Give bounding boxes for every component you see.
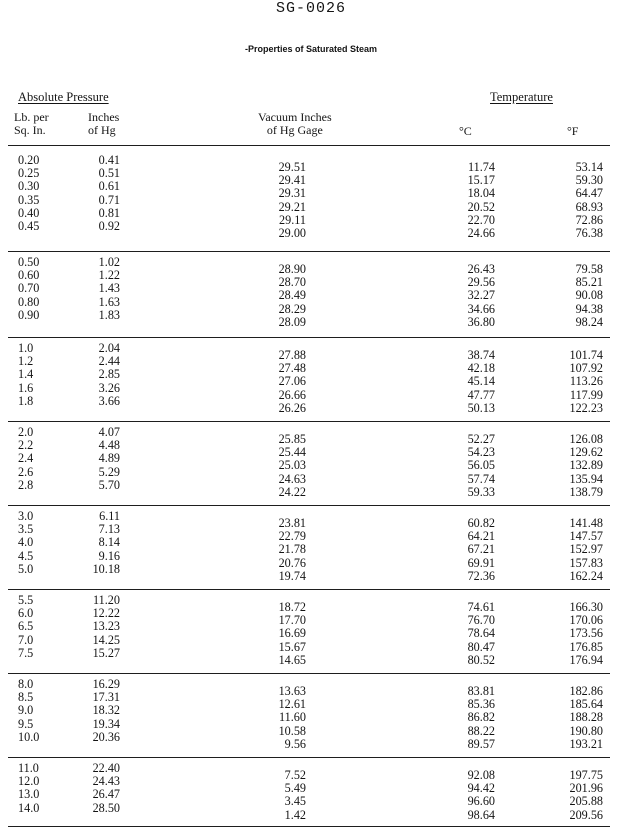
cell-inches-of-hg: 1.43 (98, 281, 120, 296)
cell-temp-c: 56.05 (467, 458, 495, 473)
document-id: SG-0026 (275, 0, 346, 17)
cell-lb-per-sq-in: 1.8 (18, 393, 34, 408)
cell-inches-of-hg: 2.04 (98, 341, 120, 355)
cell-vacuum-inches: 29.41 (278, 173, 306, 188)
cell-temp-f: 117.99 (569, 387, 603, 402)
cell-inches-of-hg: 3.66 (98, 393, 120, 408)
cell-lb-per-sq-in: 0.60 (18, 268, 40, 283)
cell-temp-f: 201.96 (569, 781, 603, 796)
cell-inches-of-hg: 26.47 (92, 787, 120, 802)
cell-temp-f: 193.21 (569, 736, 603, 751)
cell-temp-c: 86.82 (467, 710, 495, 725)
cell-temp-c: 72.36 (467, 568, 495, 583)
cell-lb-per-sq-in: 8.0 (18, 677, 34, 691)
cell-temp-f: 170.06 (569, 613, 603, 628)
cell-inches-of-hg: 1.83 (98, 307, 120, 322)
cell-vacuum-inches: 25.44 (278, 445, 306, 460)
cell-inches-of-hg: 0.81 (98, 205, 120, 220)
cell-temp-c: 20.52 (467, 199, 495, 214)
cell-lb-per-sq-in: 0.70 (18, 281, 40, 296)
cell-temp-f: 185.64 (569, 697, 603, 712)
cell-temp-f: 188.28 (569, 710, 603, 725)
cell-vacuum-inches: 25.03 (278, 458, 306, 473)
cell-inches-of-hg: 0.92 (98, 219, 120, 233)
cell-temp-c: 15.17 (467, 173, 495, 188)
cell-vacuum-inches: 28.29 (278, 301, 306, 316)
fahrenheit-header: °F (567, 124, 579, 138)
cell-vacuum-inches: 18.72 (278, 600, 306, 614)
vacuum-header: Vacuum Inches of Hg Gage (258, 110, 332, 137)
cell-inches-of-hg: 9.16 (98, 548, 120, 563)
cell-temp-c: 47.77 (467, 387, 495, 402)
cell-inches-of-hg: 12.22 (92, 606, 120, 621)
cell-temp-f: 138.79 (569, 484, 603, 499)
cell-temp-c: 24.66 (467, 226, 495, 240)
cell-temp-c: 94.42 (467, 781, 495, 796)
cell-temp-c: 32.27 (467, 288, 495, 303)
cell-lb-per-sq-in: 7.5 (18, 645, 34, 660)
cell-inches-of-hg: 13.23 (92, 619, 120, 634)
celsius-header: °C (459, 124, 472, 138)
cell-temp-f: 209.56 (569, 807, 603, 822)
cell-inches-of-hg: 28.50 (92, 800, 120, 815)
cell-temp-f: 79.58 (575, 262, 603, 276)
cell-temp-f: 85.21 (575, 275, 603, 290)
cell-temp-c: 89.57 (467, 736, 495, 751)
inches-of-hg-header: Inches of Hg (88, 110, 120, 137)
cell-temp-c: 92.08 (467, 768, 495, 782)
cell-temp-c: 80.52 (467, 652, 495, 667)
cell-vacuum-inches: 15.67 (278, 639, 306, 654)
cell-temp-c: 34.66 (467, 301, 495, 316)
cell-temp-c: 57.74 (467, 471, 495, 486)
cell-inches-of-hg: 14.25 (92, 632, 120, 647)
cell-inches-of-hg: 0.71 (98, 192, 120, 207)
cell-temp-f: 147.57 (569, 529, 603, 544)
cell-inches-of-hg: 22.40 (92, 761, 120, 775)
cell-temp-f: 135.94 (569, 471, 603, 486)
cell-temp-f: 107.92 (569, 361, 603, 376)
cell-lb-per-sq-in: 3.5 (18, 522, 34, 537)
cell-vacuum-inches: 27.88 (278, 348, 306, 362)
cell-vacuum-inches: 14.65 (278, 652, 306, 667)
cell-temp-f: 129.62 (569, 445, 603, 460)
cell-temp-f: 152.97 (569, 542, 603, 557)
cell-lb-per-sq-in: 0.30 (18, 179, 40, 194)
cell-lb-per-sq-in: 0.20 (18, 153, 40, 167)
cell-vacuum-inches: 19.74 (278, 568, 306, 583)
cell-temp-f: 68.93 (575, 199, 603, 214)
temperature-header: Temperature (490, 90, 553, 104)
cell-vacuum-inches: 5.49 (284, 781, 306, 796)
cell-temp-c: 18.04 (467, 186, 495, 201)
cell-temp-f: 94.38 (575, 301, 603, 316)
cell-vacuum-inches: 29.00 (278, 226, 306, 240)
cell-temp-c: 52.27 (467, 432, 495, 446)
cell-temp-f: 122.23 (569, 400, 603, 415)
cell-vacuum-inches: 28.70 (278, 275, 306, 290)
group-divider (8, 505, 610, 506)
cell-vacuum-inches: 1.42 (284, 807, 306, 822)
cell-vacuum-inches: 29.11 (279, 212, 306, 227)
cell-inches-of-hg: 0.41 (98, 153, 120, 167)
cell-inches-of-hg: 3.26 (98, 380, 120, 395)
cell-inches-of-hg: 1.02 (98, 255, 120, 269)
cell-inches-of-hg: 5.29 (98, 464, 120, 479)
cell-temp-f: 132.89 (569, 458, 603, 473)
table-title: -Properties of Saturated Steam (244, 44, 378, 54)
cell-temp-f: 90.08 (575, 288, 603, 303)
cell-inches-of-hg: 7.13 (98, 522, 120, 537)
cell-temp-c: 54.23 (467, 445, 495, 460)
cell-inches-of-hg: 4.48 (98, 438, 120, 453)
cell-temp-f: 176.85 (569, 639, 603, 654)
cell-vacuum-inches: 29.31 (278, 186, 306, 201)
cell-lb-per-sq-in: 2.8 (18, 477, 34, 492)
cell-inches-of-hg: 17.31 (92, 690, 120, 705)
cell-lb-per-sq-in: 2.2 (18, 438, 34, 453)
lb-per-sq-in-header: Lb. per Sq. In. (14, 110, 49, 137)
cell-vacuum-inches: 9.56 (284, 736, 306, 751)
cell-inches-of-hg: 2.85 (98, 367, 120, 382)
cell-vacuum-inches: 28.09 (278, 314, 306, 329)
group-divider (8, 757, 610, 758)
cell-lb-per-sq-in: 13.0 (18, 787, 40, 802)
cell-vacuum-inches: 22.79 (278, 529, 306, 544)
cell-inches-of-hg: 10.18 (92, 561, 120, 576)
cell-temp-f: 126.08 (569, 432, 603, 446)
group-divider (8, 589, 610, 590)
group-divider (8, 421, 610, 422)
cell-vacuum-inches: 24.22 (278, 484, 306, 499)
cell-lb-per-sq-in: 7.0 (18, 632, 34, 647)
group-divider (8, 337, 610, 338)
cell-temp-f: 72.86 (575, 212, 603, 227)
cell-temp-c: 85.36 (467, 697, 495, 712)
cell-inches-of-hg: 16.29 (92, 677, 120, 691)
cell-temp-c: 26.43 (467, 262, 495, 276)
cell-lb-per-sq-in: 4.0 (18, 535, 34, 550)
cell-inches-of-hg: 1.63 (98, 294, 120, 309)
cell-temp-f: 101.74 (569, 348, 603, 362)
cell-temp-c: 96.60 (467, 794, 495, 809)
cell-lb-per-sq-in: 5.0 (18, 561, 34, 576)
cell-temp-c: 45.14 (467, 374, 495, 389)
cell-temp-c: 50.13 (467, 400, 495, 415)
cell-inches-of-hg: 8.14 (98, 535, 120, 550)
cell-lb-per-sq-in: 8.5 (18, 690, 34, 705)
cell-temp-f: 59.30 (575, 173, 603, 188)
cell-lb-per-sq-in: 0.90 (18, 307, 40, 322)
cell-lb-per-sq-in: 2.4 (18, 451, 34, 466)
cell-inches-of-hg: 0.51 (98, 166, 120, 181)
cell-vacuum-inches: 23.81 (278, 516, 306, 530)
cell-inches-of-hg: 1.22 (98, 268, 120, 283)
cell-lb-per-sq-in: 9.0 (18, 703, 34, 718)
cell-temp-c: 38.74 (467, 348, 495, 362)
cell-lb-per-sq-in: 3.0 (18, 509, 34, 523)
cell-temp-c: 74.61 (467, 600, 495, 614)
cell-lb-per-sq-in: 2.0 (18, 425, 34, 439)
cell-temp-c: 69.91 (467, 555, 495, 570)
absolute-pressure-header: Absolute Pressure (18, 90, 109, 104)
cell-vacuum-inches: 12.61 (278, 697, 306, 712)
cell-vacuum-inches: 7.52 (284, 768, 306, 782)
cell-temp-f: 173.56 (569, 626, 603, 641)
table-bottom-rule (8, 826, 610, 827)
cell-temp-f: 98.24 (575, 314, 603, 329)
cell-vacuum-inches: 26.26 (278, 400, 306, 415)
cell-temp-f: 64.47 (575, 186, 603, 201)
cell-inches-of-hg: 24.43 (92, 774, 120, 789)
cell-temp-c: 36.80 (467, 314, 495, 329)
cell-lb-per-sq-in: 1.4 (18, 367, 34, 382)
cell-vacuum-inches: 17.70 (278, 613, 306, 628)
cell-temp-f: 141.48 (569, 516, 603, 530)
cell-vacuum-inches: 20.76 (278, 555, 306, 570)
cell-temp-c: 83.81 (467, 684, 495, 698)
cell-temp-c: 11.74 (468, 160, 495, 174)
cell-vacuum-inches: 26.66 (278, 387, 306, 402)
cell-vacuum-inches: 25.85 (278, 432, 306, 446)
cell-lb-per-sq-in: 2.6 (18, 464, 34, 479)
cell-temp-f: 182.86 (569, 684, 603, 698)
cell-temp-f: 162.24 (569, 568, 603, 583)
cell-inches-of-hg: 15.27 (92, 645, 120, 660)
cell-temp-c: 76.70 (467, 613, 495, 628)
cell-lb-per-sq-in: 14.0 (18, 800, 40, 815)
cell-temp-f: 53.14 (575, 160, 603, 174)
cell-vacuum-inches: 27.48 (278, 361, 306, 376)
cell-temp-c: 78.64 (467, 626, 495, 641)
cell-temp-c: 59.33 (467, 484, 495, 499)
cell-temp-c: 42.18 (467, 361, 495, 376)
cell-temp-c: 60.82 (467, 516, 495, 530)
cell-temp-f: 76.38 (575, 226, 603, 240)
cell-lb-per-sq-in: 1.0 (18, 341, 34, 355)
cell-lb-per-sq-in: 5.5 (18, 593, 34, 607)
cell-vacuum-inches: 3.45 (284, 794, 306, 809)
cell-temp-c: 67.21 (467, 542, 495, 557)
cell-lb-per-sq-in: 0.80 (18, 294, 40, 309)
cell-inches-of-hg: 19.34 (92, 716, 120, 731)
cell-lb-per-sq-in: 6.5 (18, 619, 34, 634)
cell-vacuum-inches: 27.06 (278, 374, 306, 389)
cell-lb-per-sq-in: 10.0 (18, 729, 40, 744)
group-divider (8, 251, 610, 252)
cell-lb-per-sq-in: 0.45 (18, 219, 40, 233)
cell-vacuum-inches: 13.63 (278, 684, 306, 698)
cell-temp-f: 176.94 (569, 652, 603, 667)
cell-inches-of-hg: 11.20 (93, 593, 120, 607)
cell-temp-c: 88.22 (467, 723, 495, 738)
cell-vacuum-inches: 28.49 (278, 288, 306, 303)
cell-temp-c: 64.21 (467, 529, 495, 544)
group-divider (8, 673, 610, 674)
cell-inches-of-hg: 18.32 (92, 703, 120, 718)
cell-temp-f: 166.30 (569, 600, 603, 614)
cell-vacuum-inches: 29.21 (278, 199, 306, 214)
cell-lb-per-sq-in: 9.5 (18, 716, 34, 731)
cell-temp-c: 80.47 (467, 639, 495, 654)
cell-lb-per-sq-in: 12.0 (18, 774, 40, 789)
cell-lb-per-sq-in: 4.5 (18, 548, 34, 563)
cell-vacuum-inches: 16.69 (278, 626, 306, 641)
cell-vacuum-inches: 29.51 (278, 160, 306, 174)
cell-inches-of-hg: 20.36 (92, 729, 120, 744)
cell-inches-of-hg: 0.61 (98, 179, 120, 194)
header-rule (8, 145, 610, 146)
cell-lb-per-sq-in: 11.0 (18, 761, 39, 775)
cell-inches-of-hg: 4.07 (98, 425, 120, 439)
cell-inches-of-hg: 5.70 (98, 477, 120, 492)
cell-temp-f: 113.26 (569, 374, 603, 389)
cell-temp-f: 205.88 (569, 794, 603, 809)
cell-lb-per-sq-in: 0.40 (18, 205, 40, 220)
cell-temp-c: 29.56 (467, 275, 495, 290)
cell-temp-f: 157.83 (569, 555, 603, 570)
cell-lb-per-sq-in: 0.50 (18, 255, 40, 269)
cell-vacuum-inches: 11.60 (279, 710, 306, 725)
cell-lb-per-sq-in: 0.25 (18, 166, 40, 181)
cell-lb-per-sq-in: 6.0 (18, 606, 34, 621)
cell-vacuum-inches: 10.58 (278, 723, 306, 738)
cell-vacuum-inches: 21.78 (278, 542, 306, 557)
cell-temp-c: 22.70 (467, 212, 495, 227)
cell-inches-of-hg: 6.11 (99, 509, 120, 523)
cell-lb-per-sq-in: 1.2 (18, 354, 34, 369)
cell-vacuum-inches: 28.90 (278, 262, 306, 276)
cell-vacuum-inches: 24.63 (278, 471, 306, 486)
cell-inches-of-hg: 2.44 (98, 354, 120, 369)
cell-inches-of-hg: 4.89 (98, 451, 120, 466)
cell-temp-c: 98.64 (467, 807, 495, 822)
cell-lb-per-sq-in: 0.35 (18, 192, 40, 207)
cell-temp-f: 190.80 (569, 723, 603, 738)
cell-lb-per-sq-in: 1.6 (18, 380, 34, 395)
cell-temp-f: 197.75 (569, 768, 603, 782)
